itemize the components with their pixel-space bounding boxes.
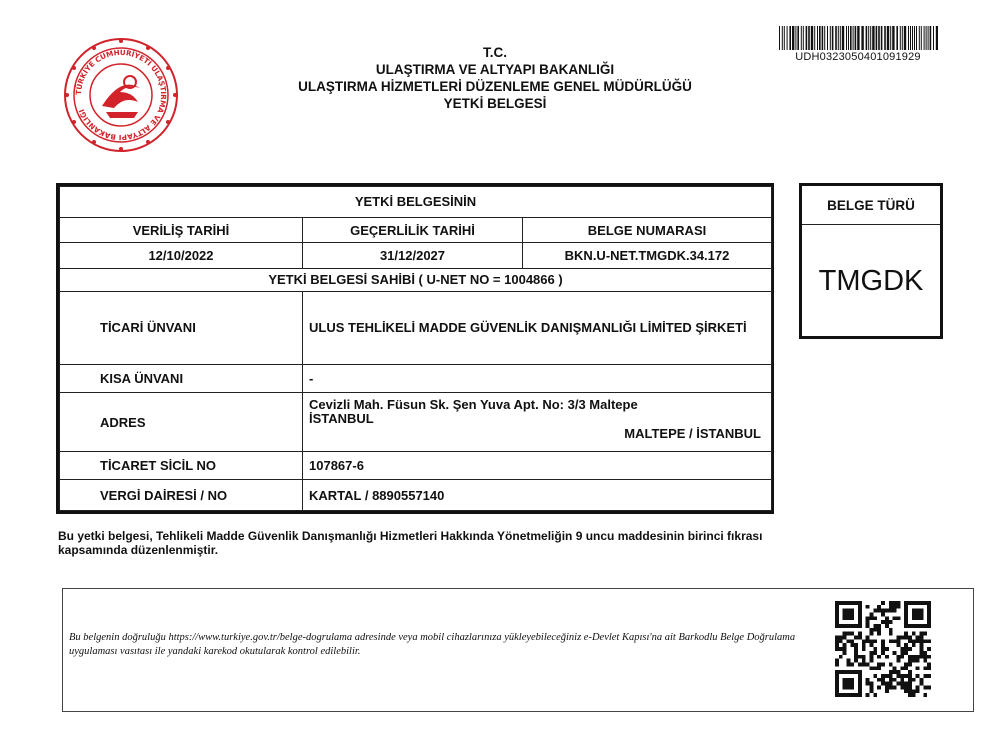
short-name-value: - [303, 365, 772, 393]
registry-value: 107867-6 [303, 452, 772, 480]
verification-box [62, 588, 974, 712]
tax-office-label: VERGİ DAİRESİ / NO [60, 480, 303, 511]
address-value [303, 393, 772, 452]
trade-name-label: TİCARİ ÜNVANI [60, 291, 303, 365]
svg-text:TÜRKİYE CUMHURİYETİ ULAŞTIRMA: TÜRKİYE CUMHURİYETİ ULAŞTIRMA VE ALTYAPI BAKANLIĞI [73, 47, 169, 143]
document-header [260, 44, 730, 112]
table-title: YETKİ BELGESİNİN [60, 187, 772, 218]
document-type-value: TMGDK [818, 264, 924, 297]
document-type-header: BELGE TÜRÜ [802, 186, 940, 225]
ministry-seal-logo [62, 36, 180, 154]
header-directorate: ULAŞTIRMA HİZMETLERİ DÜZENLEME GENEL MÜDÜRLÜĞÜ [298, 79, 692, 94]
issue-date-header: VERİLİŞ TARİHİ [60, 217, 303, 243]
authorization-table [56, 183, 774, 514]
document-number-header: BELGE NUMARASI [523, 217, 772, 243]
barcode-block [778, 26, 938, 63]
document-type-box [799, 183, 943, 339]
barcode-number: UDH0323050401091929 [795, 51, 921, 63]
tax-office-value: KARTAL / 8890557140 [303, 480, 772, 511]
validity-date-value: 31/12/2027 [303, 243, 523, 269]
header-tc: T.C. [482, 45, 507, 60]
header-document-type: YETKİ BELGESİ [443, 96, 547, 111]
trade-name-value: ULUS TEHLİKELİ MADDE GÜVENLİK DANIŞMANLIĞI LİMİTED ŞİRKETİ [303, 291, 772, 365]
qr-code-image [835, 601, 931, 697]
validity-date-header: GEÇERLİLİK TARİHİ [303, 217, 523, 243]
header-ministry: ULAŞTIRMA VE ALTYAPI BAKANLIĞI [375, 62, 615, 77]
address-line-1: Cevizli Mah. Füsun Sk. Şen Yuva Apt. No: 3/3 Maltepe [309, 397, 638, 413]
document-number-value: BKN.U-NET.TMGDK.34.172 [523, 243, 772, 269]
verification-text: Bu belgenin doğruluğu https://www.turkiye.gov.tr/belge-dogrulama adresinde veya mobil cihazlarınıza yükleyebileceğiniz e-Devlet Kapısı'na ait Barkodlu Belge Doğrulama uygulaması vasıtası ile yandaki karekod okutularak kontrol edilebilir. [69, 632, 796, 657]
owner-header: YETKİ BELGESİ SAHİBİ ( U-NET NO = 1004866 ) [60, 269, 772, 292]
address-line-2: İSTANBUL [309, 411, 374, 427]
registry-label: TİCARET SİCİL NO [60, 452, 303, 480]
legal-note: Bu yetki belgesi, Tehlikeli Madde Güvenlik Danışmanlığı Hizmetleri Hakkında Yönetmeliğin 9 uncu maddesinin birinci fıkrası kapsamında düzenlenmiştir. [58, 529, 763, 557]
short-name-label: KISA ÜNVANI [60, 365, 303, 393]
address-label: ADRES [60, 393, 303, 452]
address-district: MALTEPE / İSTANBUL [624, 426, 762, 442]
barcode-image [778, 26, 938, 50]
issue-date-value: 12/10/2022 [60, 243, 303, 269]
